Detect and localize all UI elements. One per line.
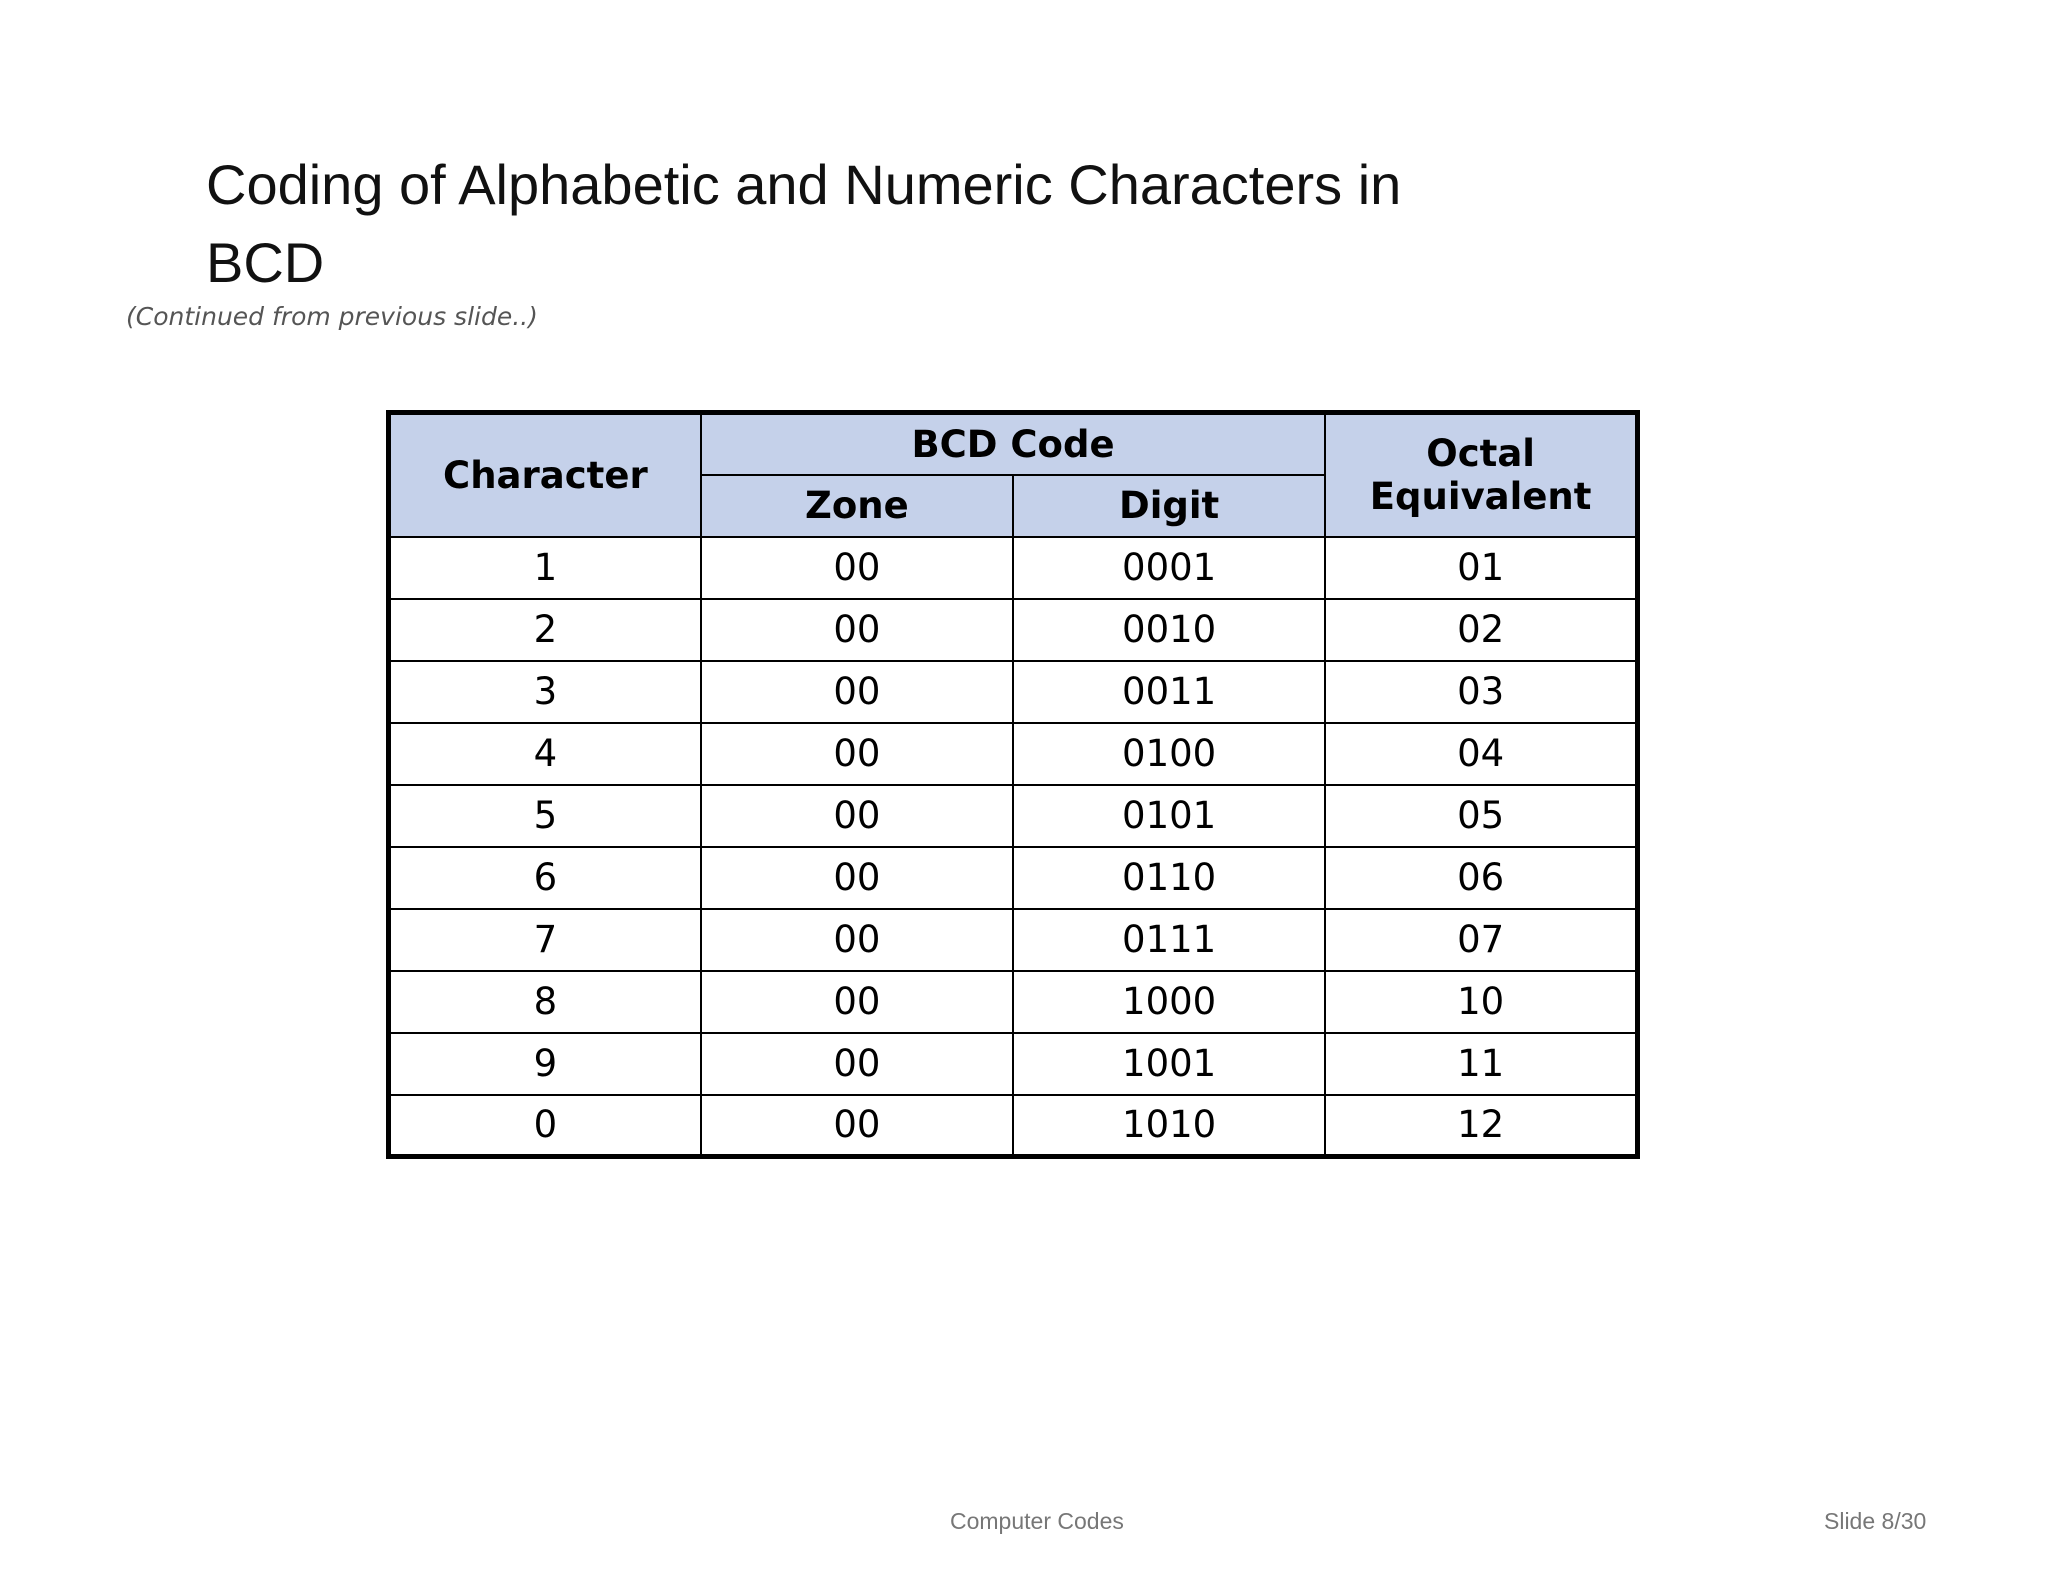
header-bcd-code: BCD Code bbox=[701, 413, 1326, 475]
table-row bbox=[389, 723, 1638, 785]
cell-character: 6 bbox=[389, 847, 701, 909]
header-zone: Zone bbox=[701, 475, 1013, 537]
table-row bbox=[389, 909, 1638, 971]
cell-digit: 0101 bbox=[1013, 785, 1325, 847]
cell-character: 9 bbox=[389, 1033, 701, 1095]
bcd-code-table bbox=[386, 410, 1640, 1159]
cell-zone: 00 bbox=[701, 723, 1013, 785]
cell-character: 2 bbox=[389, 599, 701, 661]
header-octal-equivalent: Octal Equivalent bbox=[1325, 413, 1637, 537]
table-row bbox=[389, 785, 1638, 847]
cell-octal: 06 bbox=[1325, 847, 1637, 909]
cell-character: 1 bbox=[389, 537, 701, 599]
table-body bbox=[389, 537, 1638, 1157]
cell-digit: 0110 bbox=[1013, 847, 1325, 909]
cell-digit: 0011 bbox=[1013, 661, 1325, 723]
cell-digit: 1000 bbox=[1013, 971, 1325, 1033]
cell-digit: 0111 bbox=[1013, 909, 1325, 971]
cell-octal: 05 bbox=[1325, 785, 1637, 847]
cell-zone: 00 bbox=[701, 599, 1013, 661]
cell-digit: 1010 bbox=[1013, 1095, 1325, 1157]
table-row bbox=[389, 1095, 1638, 1157]
cell-octal: 07 bbox=[1325, 909, 1637, 971]
table-row bbox=[389, 599, 1638, 661]
cell-character: 3 bbox=[389, 661, 701, 723]
cell-character: 8 bbox=[389, 971, 701, 1033]
cell-digit: 1001 bbox=[1013, 1033, 1325, 1095]
slide-number: Slide 8/30 bbox=[1824, 1508, 1927, 1534]
cell-zone: 00 bbox=[701, 847, 1013, 909]
continued-note: (Continued from previous slide..) bbox=[126, 302, 538, 331]
table-row bbox=[389, 971, 1638, 1033]
cell-character: 4 bbox=[389, 723, 701, 785]
cell-octal: 03 bbox=[1325, 661, 1637, 723]
cell-digit: 0010 bbox=[1013, 599, 1325, 661]
cell-octal: 11 bbox=[1325, 1033, 1637, 1095]
cell-zone: 00 bbox=[701, 785, 1013, 847]
cell-character: 0 bbox=[389, 1095, 701, 1157]
header-digit: Digit bbox=[1013, 475, 1325, 537]
cell-zone: 00 bbox=[701, 909, 1013, 971]
header-character: Character bbox=[389, 413, 701, 537]
cell-zone: 00 bbox=[701, 971, 1013, 1033]
cell-octal: 01 bbox=[1325, 537, 1637, 599]
table-row bbox=[389, 847, 1638, 909]
cell-digit: 0001 bbox=[1013, 537, 1325, 599]
table-row bbox=[389, 1033, 1638, 1095]
cell-octal: 10 bbox=[1325, 971, 1637, 1033]
slide-title: Coding of Alphabetic and Numeric Characters in BCD bbox=[206, 153, 1402, 294]
table-row bbox=[389, 661, 1638, 723]
cell-character: 5 bbox=[389, 785, 701, 847]
cell-octal: 02 bbox=[1325, 599, 1637, 661]
cell-character: 7 bbox=[389, 909, 701, 971]
cell-zone: 00 bbox=[701, 661, 1013, 723]
footer-title: Computer Codes bbox=[950, 1508, 1124, 1534]
cell-zone: 00 bbox=[701, 1095, 1013, 1157]
cell-zone: 00 bbox=[701, 1033, 1013, 1095]
table-row bbox=[389, 537, 1638, 599]
cell-zone: 00 bbox=[701, 537, 1013, 599]
cell-octal: 12 bbox=[1325, 1095, 1637, 1157]
cell-digit: 0100 bbox=[1013, 723, 1325, 785]
cell-octal: 04 bbox=[1325, 723, 1637, 785]
